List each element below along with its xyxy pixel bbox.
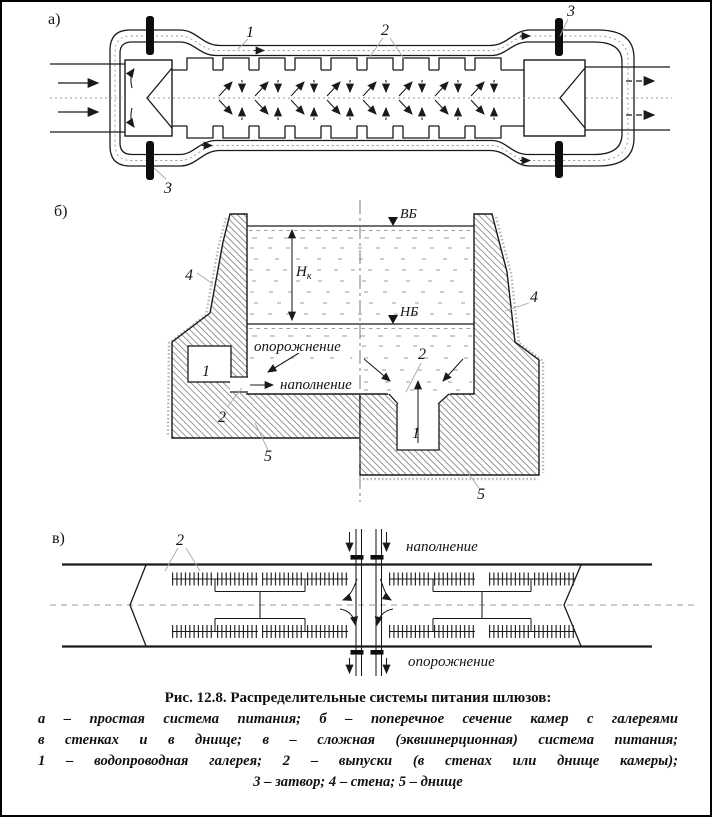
gather-arrow-lower-right	[377, 609, 393, 625]
callout-gallery-wall-1: 1	[202, 363, 210, 380]
callout-floor-right-5: 5	[477, 486, 485, 503]
valve-fill-left	[351, 555, 364, 560]
valve-top-left	[146, 16, 154, 55]
figure-caption	[38, 688, 678, 793]
spread-arrow-upper-left	[343, 579, 357, 600]
culvert-flow-arrows	[340, 532, 393, 673]
lower-pool-label: НБ	[400, 305, 419, 320]
panel-a-label: а)	[48, 11, 61, 28]
gather-arrow-lower-left	[340, 609, 356, 625]
callout-outlets-2: 2	[176, 532, 184, 549]
callout-wall-left-4: 4	[185, 267, 193, 284]
valve-empty-right	[371, 650, 384, 655]
callout-gallery-floor-1: 1	[412, 425, 420, 442]
callout-wall-right-4: 4	[530, 289, 538, 306]
wall-right-and-floor	[360, 214, 539, 475]
leader-valve-bottom-3	[154, 168, 166, 179]
callout-floor-left-5: 5	[264, 448, 272, 465]
caption-line-3: 1 – водопроводная галерея; 2 – выпуски (в стенах или днище камеры);	[38, 753, 678, 769]
callout-outlet-floor-2: 2	[418, 346, 426, 363]
gate-left	[130, 565, 146, 646]
leader-wall-left-4	[197, 273, 213, 284]
callout-valve-bottom-3: 3	[164, 180, 172, 197]
figure-canvas	[2, 2, 712, 686]
callout-outlet-wall-2: 2	[218, 409, 226, 426]
caption-line-2: в стенках и в днище; в – сложная (эквиинерционная) система питания;	[38, 732, 678, 748]
upper-pool-label: ВБ	[400, 207, 417, 222]
valve-empty-left	[351, 650, 364, 655]
filling-label: наполнение	[406, 539, 478, 555]
jet-arrow-right	[443, 359, 463, 381]
leader-outlets-2	[165, 548, 200, 571]
valve-bottom-left	[146, 141, 154, 180]
wall-outlet-opening	[230, 377, 248, 393]
valve-top-right	[555, 18, 563, 56]
lower-pool-level-marker	[388, 315, 398, 324]
filling-label: наполнение	[280, 377, 352, 393]
culvert-valves	[351, 555, 384, 655]
panel-b-label: б)	[54, 203, 68, 220]
caption-line-4: 3 – затвор; 4 – стена; 5 – днище	[253, 774, 463, 790]
emptying-label: опорожнение	[254, 339, 341, 355]
caption-title: Рис. 12.8. Распределительные системы питания шлюзов:	[164, 690, 552, 706]
panel-v-label: в)	[52, 530, 65, 547]
panel-a-simple-system-plan	[48, 3, 672, 197]
upper-pool-level-marker	[388, 217, 398, 226]
gate-right	[564, 565, 581, 646]
callout-outlets-2: 2	[381, 22, 389, 39]
leader-outlet-floor-2	[406, 363, 421, 392]
chamber-jet-arrows	[219, 80, 494, 120]
caption-line-1: а – простая система питания; б – поперечное сечение камер с галереями	[38, 711, 678, 727]
panel-b-cross-section	[54, 200, 543, 503]
water-texture	[249, 231, 472, 391]
valve-fill-right	[371, 555, 384, 560]
valve-bottom-right	[555, 141, 563, 178]
emptying-arrow	[268, 353, 299, 372]
callout-gallery-1: 1	[246, 24, 254, 41]
chamber-head-label: $Н_к$	[296, 264, 312, 282]
callout-valve-top-3: 3	[567, 3, 575, 20]
emptying-label: опорожнение	[408, 654, 495, 670]
panel-v-complex-system-plan	[50, 529, 698, 676]
wall-left-and-floor	[172, 214, 360, 438]
